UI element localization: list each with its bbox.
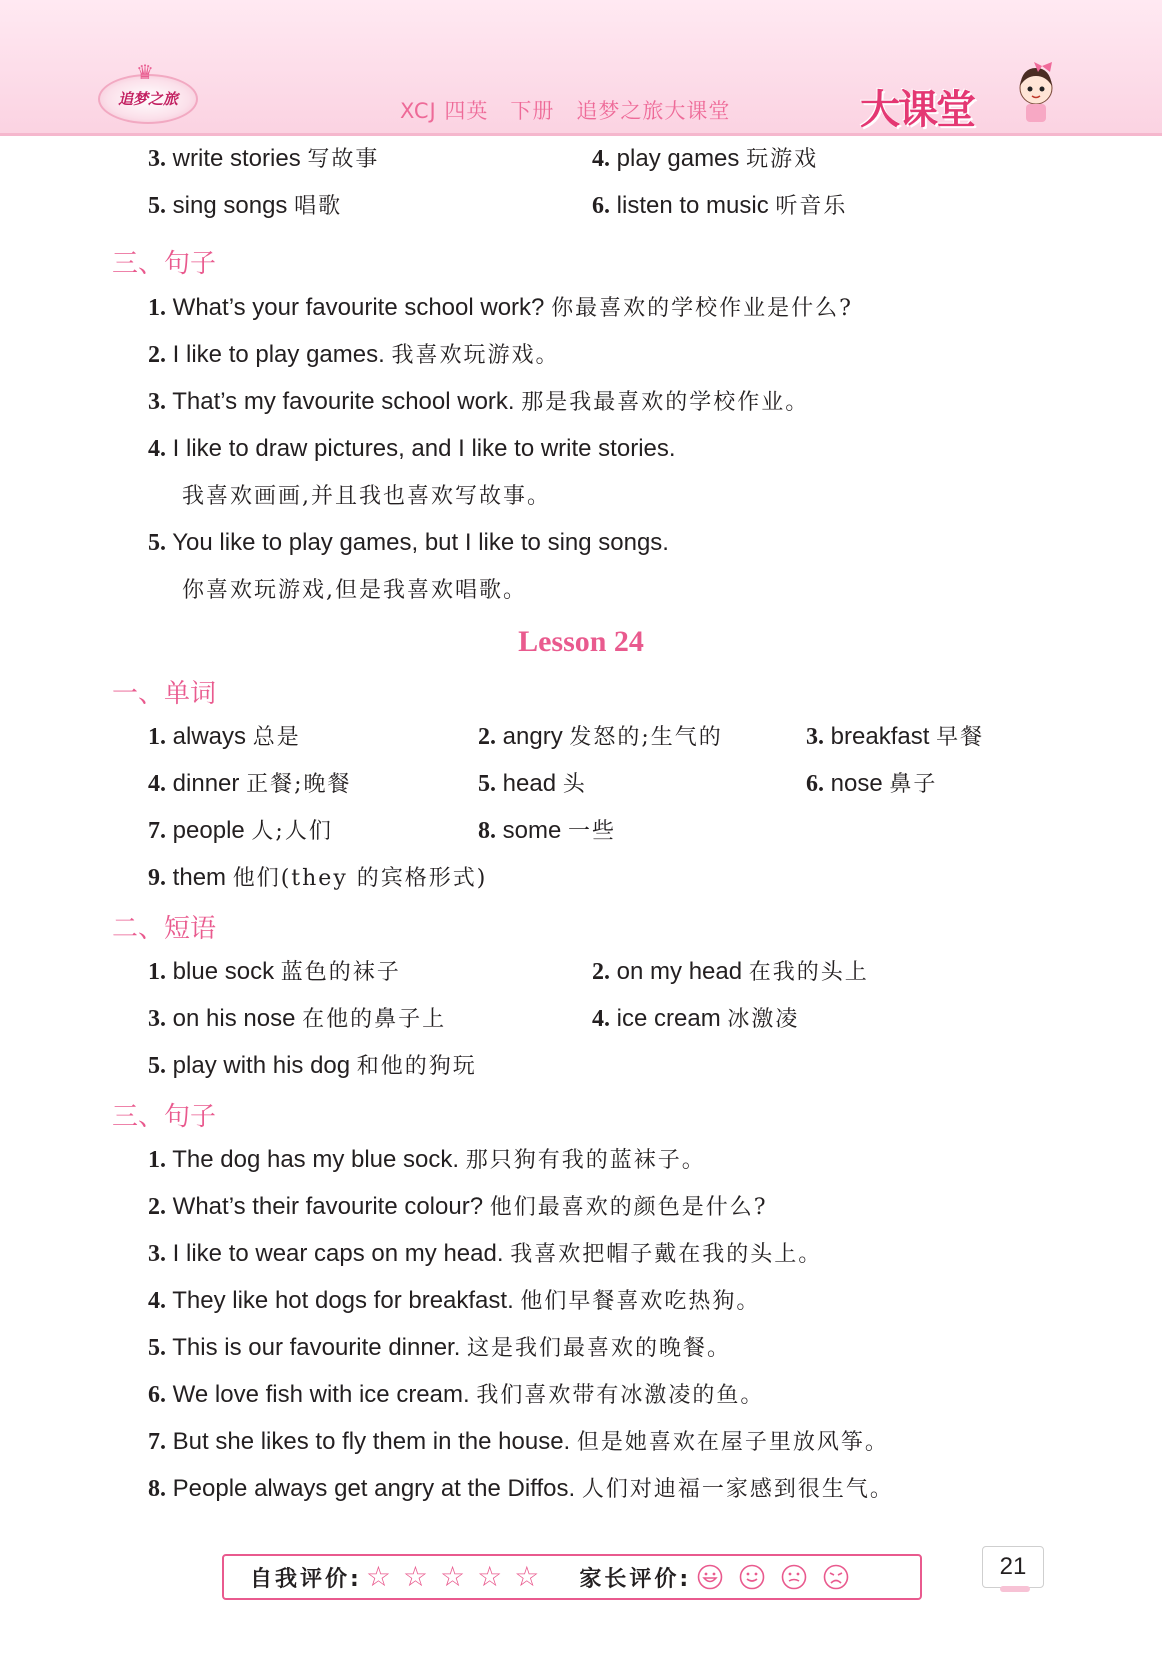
phrase-item: 3. write stories 写故事: [148, 145, 380, 172]
page-number: 21: [982, 1546, 1044, 1588]
page-number-decoration: [1000, 1586, 1030, 1592]
section-heading-sentences: 三、句子: [112, 249, 217, 279]
section-heading-sentences: 三、句子: [112, 1102, 217, 1132]
word-item: 8. some 一些: [478, 817, 617, 844]
word-item: 5. head 头: [478, 770, 587, 797]
sentence-item: 8. People always get angry at the Diffos. 人们对迪福一家感到很生气。: [148, 1475, 894, 1502]
sentence-item: 3. I like to wear caps on my head. 我喜欢把帽子戴在我的头上。: [148, 1240, 823, 1267]
phrase-item: 2. on my head 在我的头上: [592, 958, 869, 985]
sentence-item: 4. They like hot dogs for breakfast. 他们早餐喜欢吃热狗。: [148, 1287, 761, 1314]
self-eval-stars: [365, 1560, 540, 1593]
word-item: 2. angry 发怒的;生气的: [478, 723, 723, 750]
crown-icon: ♛: [136, 62, 154, 84]
sad-face-icon[interactable]: [823, 1564, 849, 1590]
sentence-item: 6. We love fish with ice cream. 我们喜欢带有冰激凌的鱼。: [148, 1381, 765, 1408]
star-icon[interactable]: ☆: [402, 1560, 429, 1593]
header-title-series: 追梦之旅大课堂: [576, 99, 731, 123]
phrase-item: 5. play with his dog 和他的狗玩: [148, 1052, 477, 1079]
logo-text: 追梦之旅: [117, 90, 178, 108]
word-item: 7. people 人;人们: [148, 817, 333, 844]
sentence-translation: 你喜欢玩游戏,但是我喜欢唱歌。: [182, 578, 527, 603]
star-icon[interactable]: ☆: [440, 1560, 466, 1593]
section-heading-phrases: 二、短语: [112, 914, 217, 944]
sentence-item: 7. But she likes to fly them in the house. 但是她喜欢在屋子里放风筝。: [148, 1428, 889, 1455]
brand-title: 大课堂: [860, 87, 974, 133]
word-item: 9. them 他们(they 的宾格形式): [148, 864, 488, 891]
happy-face-icon[interactable]: [739, 1564, 765, 1590]
phrase-item: 4. ice cream 冰激凌: [592, 1005, 800, 1032]
phrase-item: 6. listen to music 听音乐: [592, 192, 848, 219]
phrase-item: 4. play games 玩游戏: [592, 145, 819, 172]
self-eval-label: 自我评价:: [250, 1566, 362, 1592]
sentence-item: 2. What’s their favourite colour? 他们最喜欢的颜色是什么?: [148, 1193, 768, 1220]
header-title-volume: 下册: [510, 99, 555, 123]
word-item: 6. nose 鼻子: [806, 770, 938, 797]
very-happy-face-icon[interactable]: [697, 1564, 723, 1590]
word-item: 1. always 总是: [148, 723, 301, 750]
sentence-item: 5. This is our favourite dinner. 这是我们最喜欢的晚餐。: [148, 1334, 732, 1361]
star-icon[interactable]: ☆: [514, 1560, 540, 1593]
evaluation-bar: [222, 1554, 922, 1600]
sentence-item: 4. I like to draw pictures, and I like to write stories.: [148, 435, 676, 462]
parent-eval-faces: [697, 1564, 849, 1590]
phrase-item: 5. sing songs 唱歌: [148, 192, 343, 219]
sentence-translation: 我喜欢画画,并且我也喜欢写故事。: [182, 484, 551, 509]
sentence-item: 1. The dog has my blue sock. 那只狗有我的蓝袜子。: [148, 1146, 706, 1173]
word-item: 3. breakfast 早餐: [806, 723, 985, 750]
sentence-item: 1. What’s your favourite school work? 你最喜欢的学校作业是什么?: [148, 294, 853, 321]
sentence-item: 3. That’s my favourite school work. 那是我最喜欢的学校作业。: [148, 388, 810, 415]
sentence-item: 5. You like to play games, but I like to sing songs.: [148, 529, 669, 556]
phrase-item: 3. on his nose 在他的鼻子上: [148, 1005, 447, 1032]
word-item: 4. dinner 正餐;晚餐: [148, 770, 352, 797]
sentence-item: 2. I like to play games. 我喜欢玩游戏。: [148, 341, 560, 368]
phrase-item: 1. blue sock 蓝色的袜子: [148, 958, 401, 985]
parent-eval-label: 家长评价:: [579, 1566, 692, 1592]
section-heading-words: 一、单词: [112, 679, 217, 709]
star-icon[interactable]: ☆: [365, 1560, 391, 1593]
header-title-book: XCJ 四英: [400, 99, 489, 123]
star-icon[interactable]: ☆: [477, 1560, 503, 1593]
lesson-title: Lesson 24: [518, 625, 644, 658]
neutral-face-icon[interactable]: [781, 1564, 807, 1590]
